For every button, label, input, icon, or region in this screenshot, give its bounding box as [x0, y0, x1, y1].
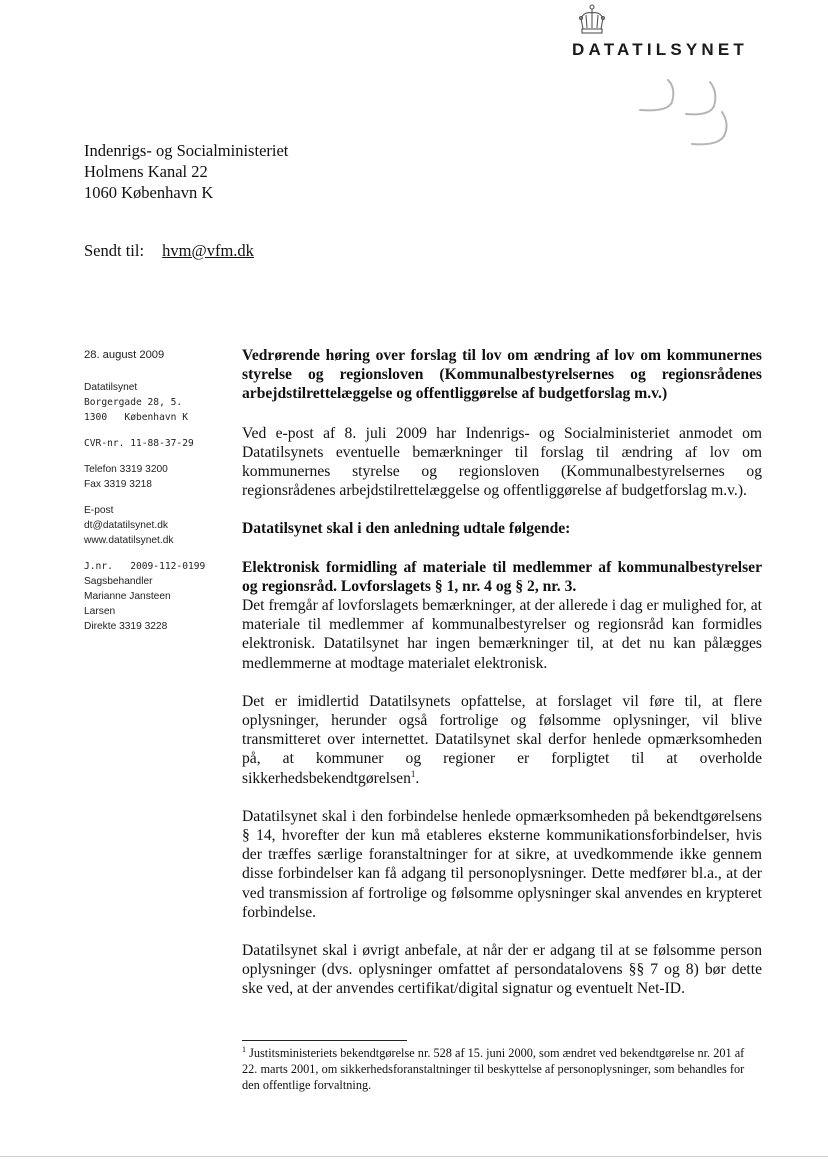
sender-org: Datatilsynet [84, 382, 138, 393]
footnote-divider [242, 1040, 407, 1041]
sender-city: 1300 København K [84, 412, 188, 423]
body-paragraph: Datatilsynet skal i øvrigt anbefale, at når der er adgang til at se følsomme person oplysninger (dvs. oplysninger omfattet af persondatalovens §§ 7 og 8) bør dette ske ved, at der anvendes certifikat/digital signatur og eventuelt Net-ID. [242, 942, 762, 998]
letter-subject: Vedrørende høring over forslag til lov om ændring af lov om kommunernes styrelse og regionsloven (Kommunalbestyrelsernes og regionsrådenes arbejdstilrettelæggelse og offentliggørelse af budgetforslag m.v.) [242, 347, 762, 403]
sent-to-label: Sendt til: [84, 241, 145, 260]
handwritten-mark [630, 76, 740, 156]
sent-to-email-link[interactable]: hvm@vfm.dk [162, 241, 254, 260]
body-paragraph [242, 692, 762, 788]
handler-name: Marianne Jansteen [84, 591, 171, 602]
direct-phone: Direkte 3319 3228 [84, 621, 168, 632]
sent-to [84, 241, 254, 261]
footnote-reference: 1 [410, 768, 416, 779]
letter-date: 28. august 2009 [84, 349, 165, 361]
phone-number: Telefon 3319 3200 [84, 464, 168, 475]
letter-body [242, 346, 762, 1018]
recipient-address [84, 140, 288, 203]
recipient-line: Holmens Kanal 22 [84, 162, 208, 181]
body-paragraph-text: Det er imidlertid Datatilsynets opfattelse, at forslaget vil føre til, at flere oplysninger, herunder også fortrolige og følsomme oplysninger, vil blive transmitteret over internettet. Datatilsynet skal derfor henlede opmærksomheden på, at kommuner og regioner er forpligtet til at overholde sikkerhedsbekendtgørelsen [242, 692, 762, 787]
body-paragraph: Det fremgår af lovforslagets bemærkninger, at der allerede i dag er mulighed for, at materiale til medlemmer af kommunalbestyrelser og regionsråd kan formidles elektronisk. Datatilsynet har ingen bemærkninger til, at det nu kan pålægges medlemmerne at modtage materialet elektronisk. [242, 597, 762, 672]
sender-info-sidebar [84, 348, 234, 645]
body-paragraph-end: . [415, 769, 420, 787]
contact-online [84, 503, 234, 548]
case-info [84, 559, 234, 634]
sender-street: Borgergade 28, 5. [84, 397, 183, 408]
footnote-text: Justitsministeriets bekendtgørelse nr. 528 af 15. juni 2000, som ændret ved bekendtgørelse nr. 201 af 22. marts 2001, om sikkerhedsforanstaltninger til beskyttelse af personoplysninger, som behandles for den offentlige forvaltning. [242, 1046, 745, 1092]
cvr-number: CVR-nr. 11-88-37-29 [84, 438, 194, 449]
email-label: E-post [84, 505, 114, 516]
sender-email-link[interactable]: dt@datatilsynet.dk [84, 520, 168, 531]
recipient-line: 1060 København K [84, 183, 214, 202]
section-heading: Elektronisk formidling af materiale til medlemmer af kommunalbestyrelser og regionsråd. Lovforslagets § 1, nr. 4 og § 2, nr. 3. [242, 558, 762, 595]
handler-name: Larsen [84, 606, 116, 617]
footnote [242, 1045, 762, 1093]
body-paragraph: Datatilsynet skal i den forbindelse henlede opmærksomheden på bekendtgørelsens § 14, hvorefter der kun må etableres eksterne kommunikationsforbindelser, hvis der træffes særlige foranstaltninger for at sikre, at uvedkommende ikke gennem disse forbindelser kan få adgang til personoplysninger. Dette medfører bl.a., at der ved transmission af fortrolige og følsomme oplysninger skal anvendes en krypteret forbindelse. [242, 807, 762, 921]
statement-heading: Datatilsynet skal i den anledning udtale følgende: [242, 520, 571, 538]
fax-number: Fax 3319 3218 [84, 479, 152, 490]
body-paragraph: Ved e-post af 8. juli 2009 har Indenrigs- og Socialministeriet anmodet om Datatilsynets eventuelle bemærkninger til forslag til ændring af lov om kommunernes styrelse og regionsloven (Kommunalbestyrelsernes og regionsrådenes arbejdstilrettelæggelse og offentliggørelse af budgetforslag m.v.). [242, 424, 762, 500]
recipient-line: Indenrigs- og Socialministeriet [84, 141, 289, 160]
page-bottom-edge [0, 1156, 828, 1157]
handler-label: Sagsbehandler [84, 576, 153, 587]
brand-name: DATATILSYNET [572, 40, 748, 59]
sender-address [84, 380, 234, 425]
crown-icon [577, 4, 607, 38]
phone-fax [84, 462, 234, 492]
website-link[interactable]: www.datatilsynet.dk [84, 535, 174, 546]
journal-number: J.nr. 2009-112-0199 [84, 561, 206, 572]
footnote-number: 1 [242, 1044, 246, 1054]
